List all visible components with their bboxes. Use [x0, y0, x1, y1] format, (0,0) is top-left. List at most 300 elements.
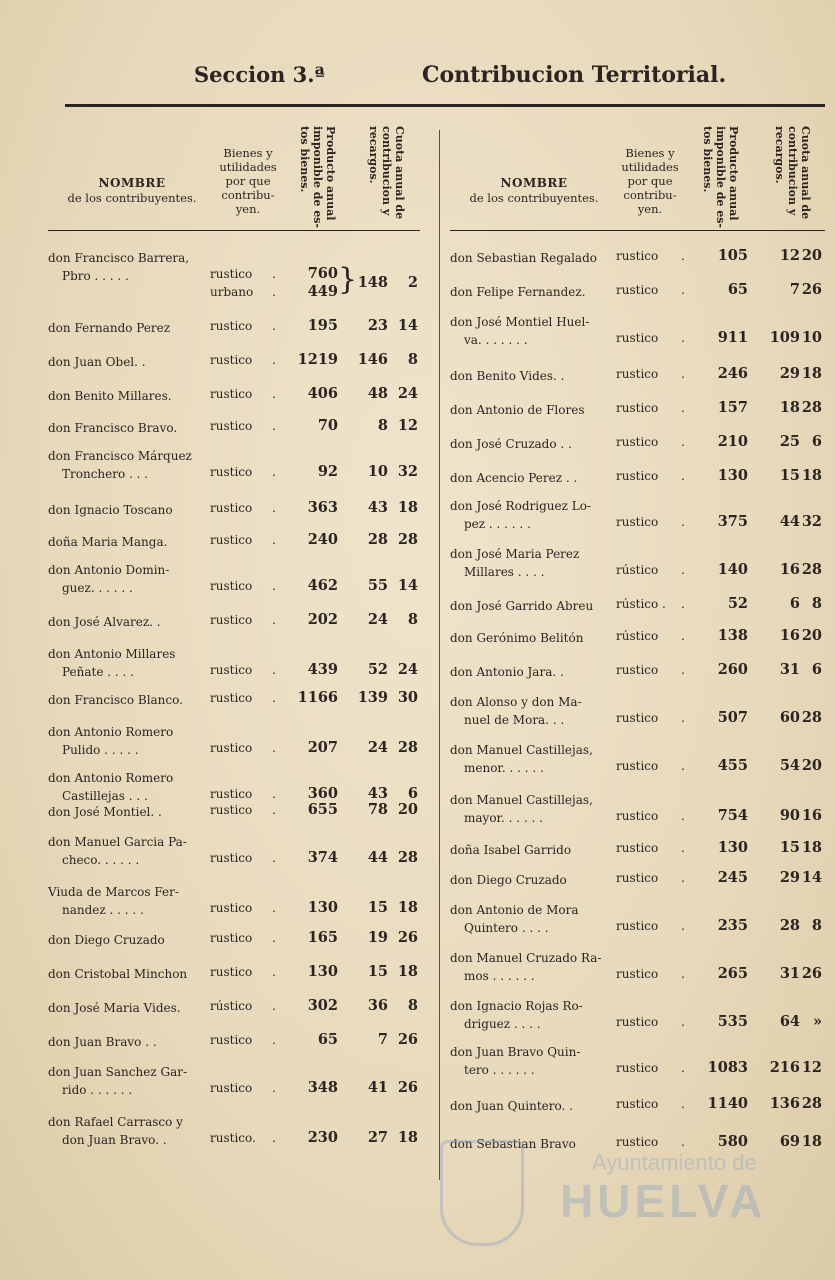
watermark-line1: Ayuntamiento de — [592, 1150, 757, 1175]
producto-value: 130 — [717, 839, 748, 856]
recargo-value: 18 — [801, 1133, 822, 1150]
header-bienes: Bienes y utilidades por que contribu- yen. — [219, 146, 277, 216]
producto-value: 65 — [317, 1031, 338, 1048]
header-producto: Producto anual imponible de es-tos bienes. — [298, 126, 337, 228]
contributor-name: don José Maria Vides. — [48, 1001, 181, 1015]
recargo-value: 6 — [811, 661, 822, 678]
contributor-name: don José Cruzado . . — [450, 437, 572, 451]
producto-value: 130 — [717, 467, 748, 484]
bienes-type: rustico — [210, 663, 253, 677]
recargo-value: 32 — [801, 513, 822, 530]
contributor-name: don Antonio Millares Peñate . . . . — [48, 647, 176, 679]
bienes-type: rustico — [616, 515, 659, 529]
contributor-name: Viuda de Marcos Fer- nandez . . . . . — [48, 885, 179, 917]
cuota-value: 7 — [377, 1031, 388, 1048]
producto-value: 130 — [307, 899, 338, 916]
producto-value: 130 — [307, 963, 338, 980]
recargo-value: 18 — [801, 365, 822, 382]
recargo-value: 14 — [397, 577, 418, 594]
recargo-value: 28 — [801, 1095, 822, 1112]
recargo-value: 28 — [397, 739, 418, 756]
bienes-type: rustico — [210, 1033, 253, 1047]
cuota-value: 16 — [779, 627, 800, 644]
contributor-name: don Ignacio Toscano — [48, 503, 173, 517]
leader-dot: . — [681, 663, 685, 677]
leader-dot: . — [272, 1033, 276, 1047]
cuota-value: 29 — [779, 869, 800, 886]
bienes-type: rustico — [616, 469, 659, 483]
leader-dot: . — [681, 1015, 685, 1029]
leader-dot: . — [272, 851, 276, 865]
bienes-type: rustico — [616, 435, 659, 449]
contributor-name: don Francisco Bravo. — [48, 421, 178, 435]
cuota-value: 15 — [779, 839, 800, 856]
producto-value: 375 — [717, 513, 748, 530]
producto-value: 439 — [307, 661, 338, 678]
producto-value: 360 — [307, 785, 338, 802]
contributor-name: doña Maria Manga. — [48, 535, 168, 549]
cuota-value: 139 — [357, 689, 388, 706]
recargo-value: 12 — [397, 417, 418, 434]
cuota-value: 29 — [779, 365, 800, 382]
leader-dot: . — [681, 597, 685, 611]
recargo-value: 26 — [397, 1031, 418, 1048]
cuota-value: 23 — [367, 317, 388, 334]
bienes-type: rustico — [210, 803, 253, 817]
bienes-type: rustico — [210, 533, 253, 547]
contributor-name: don Juan Obel. . — [48, 355, 146, 369]
bienes-type: rustico — [210, 965, 253, 979]
producto-value: 655 — [307, 801, 338, 818]
recargo-value: 18 — [397, 1129, 418, 1146]
producto-value: 165 — [307, 929, 338, 946]
contributor-name: don Diego Cruzado — [48, 933, 165, 947]
leader-dot: . — [272, 285, 276, 299]
recargo-value: 24 — [397, 385, 418, 402]
bienes-type: rustico — [210, 387, 253, 401]
contributor-name: don Francisco Barrera, Pbro . . . . . — [48, 251, 190, 283]
recargo-value: 32 — [397, 463, 418, 480]
leader-dot: . — [272, 501, 276, 515]
contributor-name: don Manuel Castillejas, mayor. . . . . . — [450, 793, 593, 825]
contributor-name: don José Garrido Abreu — [450, 599, 594, 613]
cuota-value: 25 — [779, 433, 800, 450]
contributor-name: don Antonio Domin- guez. . . . . . — [48, 563, 170, 595]
contributor-name: don Diego Cruzado — [450, 873, 567, 887]
producto-value: 374 — [307, 849, 338, 866]
leader-dot: . — [681, 919, 685, 933]
watermark — [420, 1120, 800, 1260]
bienes-type: rústico . — [616, 597, 666, 611]
contributor-name: don Francisco Márquez Tronchero . . . — [48, 449, 192, 481]
leader-dot: . — [272, 1131, 276, 1145]
producto-value: 302 — [307, 997, 338, 1014]
contributor-name: don Ignacio Rojas Ro- driguez . . . . — [450, 999, 583, 1031]
cuota-value: 31 — [779, 661, 800, 678]
contributor-name: don Juan Quintero. . — [450, 1099, 573, 1113]
bienes-type: rustico — [210, 741, 253, 755]
producto-value: 363 — [307, 499, 338, 516]
bienes-type: rustico — [616, 367, 659, 381]
leader-dot: . — [681, 435, 685, 449]
leader-dot: . — [681, 1135, 685, 1149]
bienes-type: rustico — [616, 249, 659, 263]
leader-dot: . — [681, 841, 685, 855]
bienes-type: rústico — [210, 999, 253, 1013]
bienes-type: rustico — [210, 353, 253, 367]
bienes-type: rustico — [210, 319, 253, 333]
cuota-value: 24 — [367, 739, 388, 756]
recargo-value: 8 — [407, 611, 418, 628]
contributor-name: don Antonio de Mora Quintero . . . . — [450, 903, 579, 935]
bienes-type: rustico — [210, 613, 253, 627]
contributor-name: don José Montiel. . — [48, 805, 162, 819]
contributor-name: don Juan Sanchez Gar- rido . . . . . . — [48, 1065, 188, 1097]
leader-dot: . — [272, 965, 276, 979]
producto-value: 507 — [717, 709, 748, 726]
recargo-value: 16 — [801, 807, 822, 824]
leader-dot: . — [681, 1097, 685, 1111]
header-nombre: NOMBRE de los contribuyentes. — [469, 176, 599, 205]
coat-of-arms-icon — [440, 1140, 524, 1246]
leader-dot: . — [681, 711, 685, 725]
cuota-value: 43 — [367, 499, 388, 516]
cuota-value: 24 — [367, 611, 388, 628]
cuota-value: 109 — [769, 329, 800, 346]
recargo-value: 26 — [397, 929, 418, 946]
contributor-name: don Fernando Perez — [48, 321, 171, 335]
leader-dot: . — [272, 931, 276, 945]
recargo-value: 28 — [801, 399, 822, 416]
cuota-value: 6 — [789, 595, 800, 612]
producto-value: 265 — [717, 965, 748, 982]
contributor-name: don Rafael Carrasco y don Juan Bravo. . — [48, 1115, 183, 1147]
recargo-value: 24 — [397, 661, 418, 678]
recargo-value: 14 — [801, 869, 822, 886]
leader-dot: . — [272, 319, 276, 333]
bienes-type: rustico — [210, 691, 253, 705]
cuota-value: 10 — [367, 463, 388, 480]
producto-value: 580 — [717, 1133, 748, 1150]
cuota-value: 36 — [367, 997, 388, 1014]
contributor-name: don Francisco Blanco. — [48, 693, 183, 707]
bienes-type: rustico — [616, 283, 659, 297]
leader-dot: . — [681, 871, 685, 885]
recargo-value: 6 — [407, 785, 418, 802]
recargo-value: 8 — [811, 595, 822, 612]
producto-value: 260 — [717, 661, 748, 678]
leader-dot: . — [681, 759, 685, 773]
producto-value: 406 — [307, 385, 338, 402]
bienes-type: rustico — [210, 419, 253, 433]
contributor-name: don José Rodriguez Lo- pez . . . . . . — [450, 499, 591, 531]
bienes-type: rustico — [616, 401, 659, 415]
recargo-value: 18 — [397, 963, 418, 980]
leader-dot: . — [681, 809, 685, 823]
recargo-value: 18 — [801, 467, 822, 484]
contributor-name: don José Alvarez. . — [48, 615, 161, 629]
producto-value: 911 — [717, 329, 748, 346]
producto-value: 65 — [727, 281, 748, 298]
leader-dot: . — [681, 249, 685, 263]
contributor-name: don Sebastian Regalado — [450, 251, 597, 265]
contributor-name: don José Maria Perez Millares . . . . — [450, 547, 580, 579]
cuota-value: 64 — [779, 1013, 800, 1030]
cuota-value: 12 — [779, 247, 800, 264]
contributor-name: don Juan Bravo Quin- tero . . . . . . — [450, 1045, 581, 1077]
recargo-value: 10 — [801, 329, 822, 346]
producto-value: 1140 — [707, 1095, 748, 1112]
cuota-value: 216 — [769, 1059, 800, 1076]
page-header — [0, 58, 835, 98]
contributor-name: doña Isabel Garrido — [450, 843, 572, 857]
contributor-name: don Sebastian Bravo — [450, 1137, 576, 1151]
watermark-line2: HUELVA — [560, 1175, 767, 1227]
recargo-value: 12 — [801, 1059, 822, 1076]
bienes-type: rústico — [616, 563, 659, 577]
recargo-value: 28 — [397, 531, 418, 548]
leader-dot: . — [681, 401, 685, 415]
contributor-name: don Manuel Garcia Pa- checo. . . . . . — [48, 835, 187, 867]
leader-dot: . — [681, 563, 685, 577]
recargo-value: » — [812, 1013, 822, 1030]
producto-value: 1166 — [297, 689, 338, 706]
cuota-value: 48 — [367, 385, 388, 402]
contributor-name: don Benito Vides. . — [450, 369, 565, 383]
leader-dot: . — [272, 465, 276, 479]
table-header — [48, 118, 420, 231]
bienes-type: rustico — [210, 1081, 253, 1095]
producto-value: 245 — [717, 869, 748, 886]
producto-value: 235 — [717, 917, 748, 934]
recargo-value: 6 — [811, 433, 822, 450]
recargo-value: 8 — [811, 917, 822, 934]
leader-dot: . — [272, 803, 276, 817]
cuota-value: 44 — [367, 849, 388, 866]
cuota-value: 18 — [779, 399, 800, 416]
cuota-value: 27 — [367, 1129, 388, 1146]
leader-dot: . — [272, 613, 276, 627]
producto-value: 157 — [717, 399, 748, 416]
producto-value: 1219 — [297, 351, 338, 368]
cuota-value: 19 — [367, 929, 388, 946]
bienes-type: rustico — [616, 663, 659, 677]
producto-value: 535 — [717, 1013, 748, 1030]
bienes-type: rústico — [616, 629, 659, 643]
recargo-value: 18 — [801, 839, 822, 856]
header-cuota: Cuota anual de contribucion y recargos. — [367, 126, 406, 220]
bienes-type: rustico — [210, 787, 253, 801]
bienes-type: rustico — [616, 1061, 659, 1075]
bienes-type: rustico — [616, 841, 659, 855]
header-cuota: Cuota anual de contribucion y recargos. — [773, 126, 812, 220]
leader-dot: . — [272, 353, 276, 367]
cuota-value: 28 — [779, 917, 800, 934]
bienes-type: rustico. — [210, 1131, 256, 1145]
header-producto: Producto anual imponible de es-tos bienes. — [701, 126, 740, 228]
contributor-name: don Cristobal Minchon — [48, 967, 188, 981]
bienes-type: rustico — [616, 871, 659, 885]
producto-value: 230 — [307, 1129, 338, 1146]
cuota-value: 16 — [779, 561, 800, 578]
page-title: Contribucion Territorial. — [422, 62, 727, 88]
producto-value: 449 — [307, 283, 338, 300]
leader-dot: . — [681, 1061, 685, 1075]
cuota-value: 136 — [769, 1095, 800, 1112]
bienes-type: rustico — [210, 931, 253, 945]
recargo-value: 28 — [801, 561, 822, 578]
bienes-type: urbano — [210, 285, 254, 299]
recargo-value: 20 — [801, 757, 822, 774]
producto-value: 754 — [717, 807, 748, 824]
column-divider — [439, 130, 440, 1180]
cuota-value: 78 — [367, 801, 388, 818]
cuota-value: 43 — [367, 785, 388, 802]
header-rule — [65, 104, 825, 107]
producto-value: 240 — [307, 531, 338, 548]
recargo-value: 20 — [397, 801, 418, 818]
producto-value: 202 — [307, 611, 338, 628]
recargo-value: 26 — [801, 965, 822, 982]
right-table — [450, 118, 825, 1151]
cuota-value: 8 — [377, 417, 388, 434]
contributor-name: don Manuel Cruzado Ra- mos . . . . . . — [450, 951, 602, 983]
bienes-type: rustico — [616, 331, 659, 345]
cuota-value: 31 — [779, 965, 800, 982]
recargo-value: 18 — [397, 499, 418, 516]
contributor-name: don Gerónimo Belitón — [450, 631, 584, 645]
header-bienes: Bienes y utilidades por que contribu- yen. — [621, 146, 679, 216]
producto-value: 246 — [717, 365, 748, 382]
bienes-type: rustico — [616, 809, 659, 823]
contributor-name: don Manuel Castillejas, menor. . . . . . — [450, 743, 593, 775]
leader-dot: . — [272, 533, 276, 547]
bienes-type: rustico — [210, 851, 253, 865]
leader-dot: . — [272, 787, 276, 801]
contributor-name: don Antonio Jara. . — [450, 665, 564, 679]
producto-value: 210 — [717, 433, 748, 450]
cuota-value: 44 — [779, 513, 800, 530]
recargo-value: 8 — [407, 997, 418, 1014]
contributor-name: don Acencio Perez . . — [450, 471, 578, 485]
producto-value: 138 — [717, 627, 748, 644]
cuota-value: 7 — [789, 281, 800, 298]
bienes-type: rustico — [616, 759, 659, 773]
bienes-type: rustico — [616, 1135, 659, 1149]
contributor-name: don Antonio de Flores — [450, 403, 585, 417]
recargo-value: 8 — [407, 351, 418, 368]
contributor-name: don Alonso y don Ma- nuel de Mora. . . — [450, 695, 582, 727]
leader-dot: . — [272, 419, 276, 433]
producto-value: 52 — [727, 595, 748, 612]
cuota-value: 90 — [779, 807, 800, 824]
cuota-value: 15 — [367, 899, 388, 916]
producto-value: 1083 — [707, 1059, 748, 1076]
cuota-value: 41 — [367, 1079, 388, 1096]
section-label: Seccion 3.ª — [194, 62, 325, 87]
producto-value: 760 — [307, 265, 338, 282]
table-header — [450, 118, 825, 231]
cuota-value: 146 — [357, 351, 388, 368]
producto-value: 70 — [317, 417, 338, 434]
leader-dot: . — [272, 1081, 276, 1095]
bienes-type: rustico — [210, 267, 253, 281]
leader-dot: . — [681, 629, 685, 643]
recargo-value: 26 — [801, 281, 822, 298]
left-table — [48, 118, 420, 1147]
bienes-type: rustico — [210, 501, 253, 515]
contributor-name: don Felipe Fernandez. — [450, 285, 586, 299]
bienes-type: rustico — [616, 1097, 659, 1111]
cuota-value: 148 — [357, 274, 388, 291]
leader-dot: . — [681, 515, 685, 529]
contributor-name: don Antonio Romero Castillejas . . . — [48, 771, 174, 803]
leader-dot: . — [681, 967, 685, 981]
bienes-type: rustico — [210, 901, 253, 915]
producto-value: 195 — [307, 317, 338, 334]
header-nombre: NOMBRE de los contribuyentes. — [67, 176, 197, 205]
cuota-value: 69 — [779, 1133, 800, 1150]
recargo-value: 28 — [397, 849, 418, 866]
producto-value: 92 — [317, 463, 338, 480]
recargo-value: 2 — [407, 274, 418, 291]
leader-dot: . — [272, 663, 276, 677]
recargo-value: 26 — [397, 1079, 418, 1096]
contributor-name: don Benito Millares. — [48, 389, 172, 403]
producto-value: 462 — [307, 577, 338, 594]
leader-dot: . — [272, 267, 276, 281]
bienes-type: rustico — [616, 711, 659, 725]
recargo-value: 20 — [801, 247, 822, 264]
leader-dot: . — [272, 387, 276, 401]
leader-dot: . — [681, 367, 685, 381]
cuota-value: 54 — [779, 757, 800, 774]
producto-value: 140 — [717, 561, 748, 578]
leader-dot: . — [272, 691, 276, 705]
bienes-type: rustico — [616, 919, 659, 933]
leader-dot: . — [272, 579, 276, 593]
leader-dot: . — [272, 999, 276, 1013]
contributor-name: don Juan Bravo . . — [48, 1035, 157, 1049]
bienes-type: rustico — [210, 465, 253, 479]
leader-dot: . — [272, 901, 276, 915]
producto-value: 348 — [307, 1079, 338, 1096]
contributor-name: don Antonio Romero Pulido . . . . . — [48, 725, 174, 757]
recargo-value: 14 — [397, 317, 418, 334]
brace-glyph: } — [338, 262, 358, 297]
leader-dot: . — [681, 469, 685, 483]
cuota-value: 60 — [779, 709, 800, 726]
leader-dot: . — [681, 283, 685, 297]
leader-dot: . — [681, 331, 685, 345]
recargo-value: 30 — [397, 689, 418, 706]
cuota-value: 28 — [367, 531, 388, 548]
recargo-value: 20 — [801, 627, 822, 644]
producto-value: 105 — [717, 247, 748, 264]
bienes-type: rustico — [210, 579, 253, 593]
cuota-value: 15 — [367, 963, 388, 980]
recargo-value: 18 — [397, 899, 418, 916]
contributor-name: don José Montiel Huel- va. . . . . . . — [450, 315, 590, 347]
bienes-type: rustico — [616, 967, 659, 981]
cuota-value: 55 — [367, 577, 388, 594]
recargo-value: 28 — [801, 709, 822, 726]
leader-dot: . — [272, 741, 276, 755]
cuota-value: 15 — [779, 467, 800, 484]
cuota-value: 52 — [367, 661, 388, 678]
producto-value: 207 — [307, 739, 338, 756]
producto-value: 455 — [717, 757, 748, 774]
